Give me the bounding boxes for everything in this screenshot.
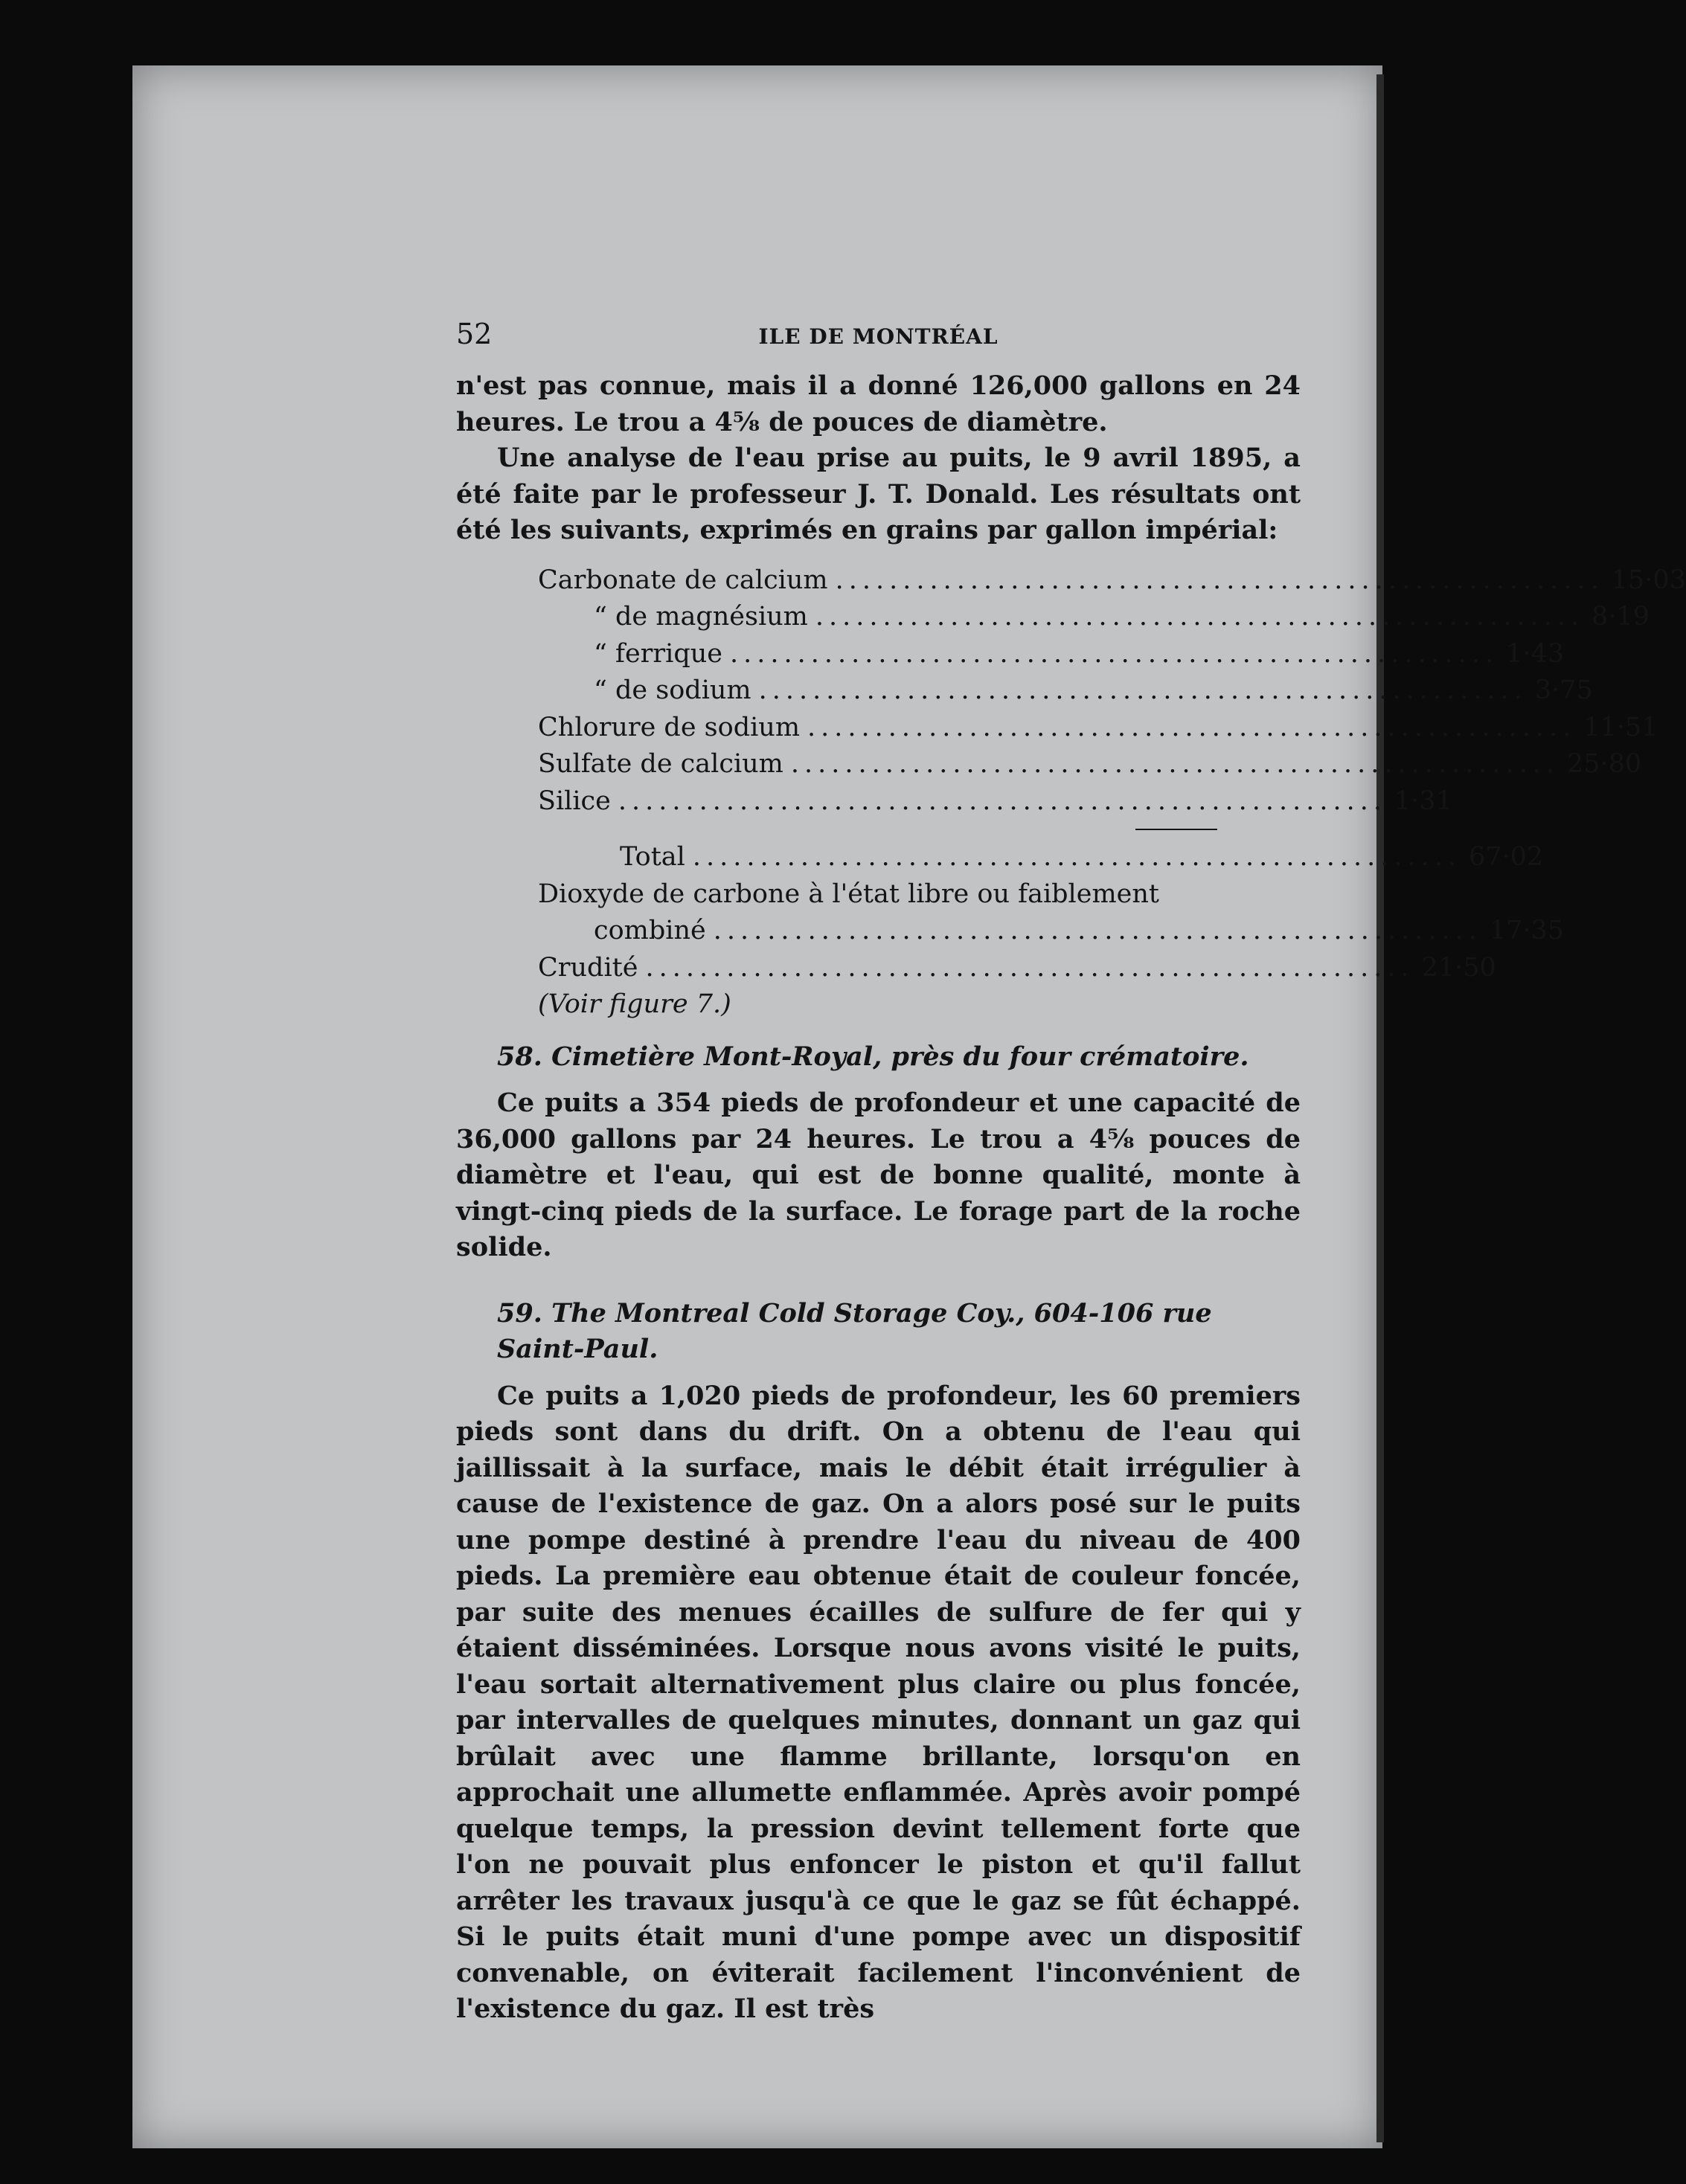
table-row: “ de magnésium ......................................................... 8·19 xyxy=(538,599,1217,636)
section-58-body: Ce puits a 354 pieds de profondeur et une capacité de 36,000 gallons par 24 heures. Le trou a 4⅝ pouces de diamètre et l'eau, qui est de bonne qualité, monte à vingt-cinq pieds de la surface. Le forage part de la roche solide. xyxy=(456,1088,1301,1262)
table-row: Silice ......................................................... 1·31 xyxy=(538,783,1217,820)
co2-value: 17·35 xyxy=(1489,916,1565,945)
crudite-value: 21·50 xyxy=(1421,952,1496,983)
page-number: 52 xyxy=(456,318,493,350)
sum-rule xyxy=(538,820,1217,839)
row-value: 1·31 xyxy=(1394,786,1452,816)
section-58-title: 58. Cimetière Mont-Royal, près du four crématoire. xyxy=(497,1041,1249,1072)
section-59-title: 59. The Montreal Cold Storage Coy., 604-106 rue Saint-Paul. xyxy=(497,1297,1212,1364)
row-label: “ de sodium xyxy=(594,675,751,705)
total-value: 67·02 xyxy=(1468,842,1544,872)
table-row: Carbonate de calcium ......................................................... 15·03 xyxy=(538,562,1217,600)
crudite-row: Crudité ......................................................... 21·50 xyxy=(538,950,1217,987)
table-row: “ de sodium ......................................................... 3·75 xyxy=(538,672,1217,710)
row-value: 3·75 xyxy=(1534,675,1593,705)
row-label: “ ferrique xyxy=(594,638,723,669)
paragraph-continued: n'est pas connue, mais il a donné 126,000 gallons en 24 heures. Le trou a 4⅝ de pouces de diamètre. xyxy=(456,370,1301,437)
paragraph-analysis-intro: Une analyse de l'eau prise au puits, le 9 avril 1895, a été faite par le professeur J. T. Donald. Les résultats ont été les suivants, exprimés en grains par gallon impérial: xyxy=(456,443,1301,545)
row-value: 15·03 xyxy=(1611,565,1686,595)
co2-label-line2: combiné xyxy=(594,916,706,945)
row-label: Carbonate de calcium xyxy=(538,565,828,595)
total-label: Total xyxy=(620,842,685,872)
row-label: Sulfate de calcium xyxy=(538,749,783,779)
crudite-label: Crudité xyxy=(538,952,638,983)
page-text xyxy=(456,316,1686,2028)
row-value: 1·43 xyxy=(1506,638,1565,669)
table-row: Chlorure de sodium ......................................................... 11·51 xyxy=(538,710,1217,747)
table-row: Sulfate de calcium ......................................................... 25·80 xyxy=(538,746,1217,783)
total-row: Total ......................................................... 67·02 xyxy=(538,839,1217,876)
co2-label-line1: Dioxyde de carbone à l'état libre ou faiblement xyxy=(538,879,1159,909)
co2-row-line1 xyxy=(538,876,1217,913)
section-59-body: Ce puits a 1,020 pieds de profondeur, les 60 premiers pieds sont dans du drift. On a obtenu de l'eau qui jaillissait à la surface, mais le débit était irrégulier à cause de l'existence de gaz. On a alors posé sur le puits une pompe destiné à prendre l'eau du niveau de 400 pieds. La première eau obtenue était de couleur foncée, par suite des menues écailles de sulfure de fer qui y étaient disséminées. Lorsque nous avons visité le puits, l'eau sortait alternativement plus claire ou plus foncée, par intervalles de quelques minutes, donnant un gaz qui brûlait avec une flamme brillante, lorsqu'on en approchait une allumette enflammée. Après avoir pompé quelque temps, la pression devint tellement forte que l'on ne pouvait plus enfoncer le piston et qu'il fallut arrêter les travaux jusqu'à ce que le gaz se fût échappé. Si le puits était muni d'une pompe avec un dispositif convenable, on éviterait facilement l'inconvénient de l'existence du gaz. Il est très xyxy=(456,1380,1301,2024)
running-title: ILE DE MONTRÉAL xyxy=(758,324,999,349)
table-row: “ ferrique ......................................................... 1·43 xyxy=(538,636,1217,673)
row-value: 25·80 xyxy=(1567,749,1642,779)
row-value: 11·51 xyxy=(1583,712,1658,742)
row-label: “ de magnésium xyxy=(594,602,808,632)
row-value: 8·19 xyxy=(1592,602,1650,632)
co2-row: combiné ......................................................... 17·35 xyxy=(538,913,1217,950)
analysis-table xyxy=(538,562,1686,987)
row-label: Chlorure de sodium xyxy=(538,712,801,742)
figure-reference: (Voir figure 7.) xyxy=(538,989,731,1019)
page-edge xyxy=(1376,74,1384,2142)
running-head xyxy=(456,316,1301,368)
row-label: Silice xyxy=(538,786,611,816)
